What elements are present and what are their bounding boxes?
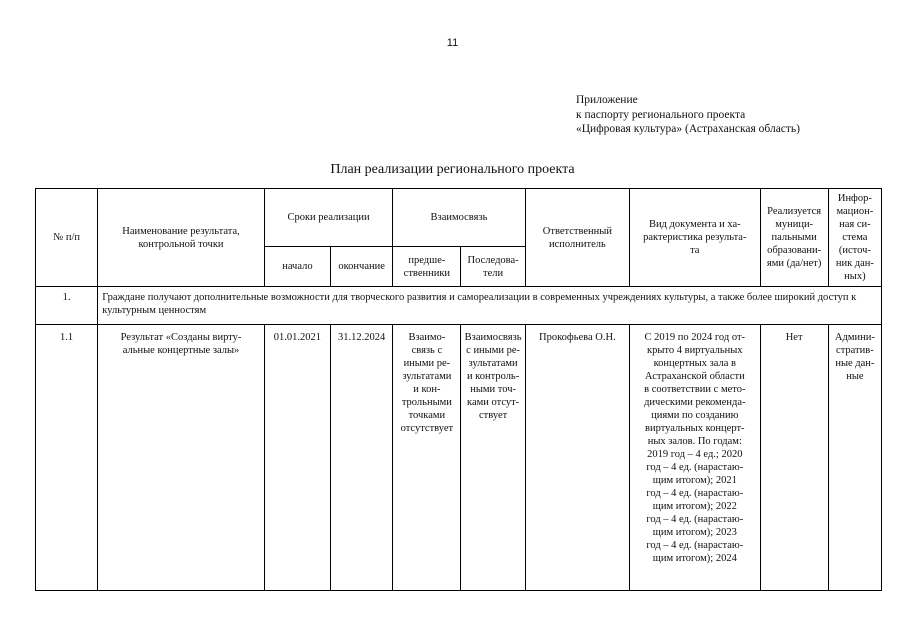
- header-row-1: [36, 189, 882, 247]
- appendix-line-1: Приложение: [576, 94, 638, 106]
- row-municipal: Нет: [760, 325, 828, 591]
- page-number: 11: [446, 37, 459, 49]
- header-predecessors: предше- ственники: [393, 247, 461, 287]
- row-responsible: Прокофьева О.Н.: [525, 325, 629, 591]
- header-name: Наименование результата, контрольной точки: [98, 189, 265, 287]
- row-info-system: Админи- стратив- ные дан- ные: [828, 325, 881, 591]
- task-text: Граждане получают дополнительные возможности для творческого развития и самореализации в современных учреждениях культуры, а также более широкий доступ к культурным ценностям: [98, 287, 882, 325]
- header-successors: Последова- тели: [461, 247, 525, 287]
- header-info-system: Инфор- мацион- ная си- стема (источ- ник дан- ных): [828, 189, 881, 287]
- header-municipal: Реализуется муници- пальными образовани- ями (да/нет): [760, 189, 828, 287]
- task-number: 1.: [36, 287, 98, 325]
- row-number: 1.1: [36, 325, 98, 591]
- header-document: Вид документа и ха- рактеристика результа- та: [630, 189, 760, 287]
- row-document: С 2019 по 2024 год от- крыто 4 виртуальных концертных зала в Астраханской области в соответствии с мето- дическими рекоменда- циями по созданию виртуальных концерт- ных залов. По годам: 2019 год – 4 ед.; 2020 год – 4 ед. (нарастаю- щим итогом); 2021 год – 4 ед. (нарастаю- щим итогом); 2022 год – 4 ед. (нарастаю- щим итогом); 2023 год – 4 ед. (нарастаю- щим итогом); 2024: [630, 325, 760, 591]
- task-row: [36, 287, 882, 325]
- appendix-note: [576, 93, 800, 137]
- appendix-line-2: к паспорту регионального проекта: [576, 108, 746, 121]
- row-end: 31.12.2024: [331, 325, 393, 591]
- header-terms: Сроки реализации: [264, 189, 392, 247]
- plan-table: [35, 188, 882, 591]
- document-title: План реализации регионального проекта: [330, 162, 575, 177]
- header-relation: Взаимосвязь: [393, 189, 525, 247]
- header-number: № п/п: [36, 189, 98, 287]
- row-successors: Взаимосвязь с иными ре- зультатами и контроль- ными точ- ками отсут- ствует: [461, 325, 525, 591]
- header-start: начало: [264, 247, 330, 287]
- table-row: [36, 325, 882, 591]
- row-name: Результат «Созданы вирту- альные концертные залы»: [98, 325, 265, 591]
- appendix-line-3: «Цифровая культура» (Астраханская область): [576, 123, 801, 135]
- row-predecessors: Взаимо- связь с иными ре- зультатами и кон- трольными точками отсутствует: [393, 325, 461, 591]
- header-end: окончание: [331, 247, 393, 287]
- header-responsible: Ответственный исполнитель: [525, 189, 629, 287]
- row-start: 01.01.2021: [264, 325, 330, 591]
